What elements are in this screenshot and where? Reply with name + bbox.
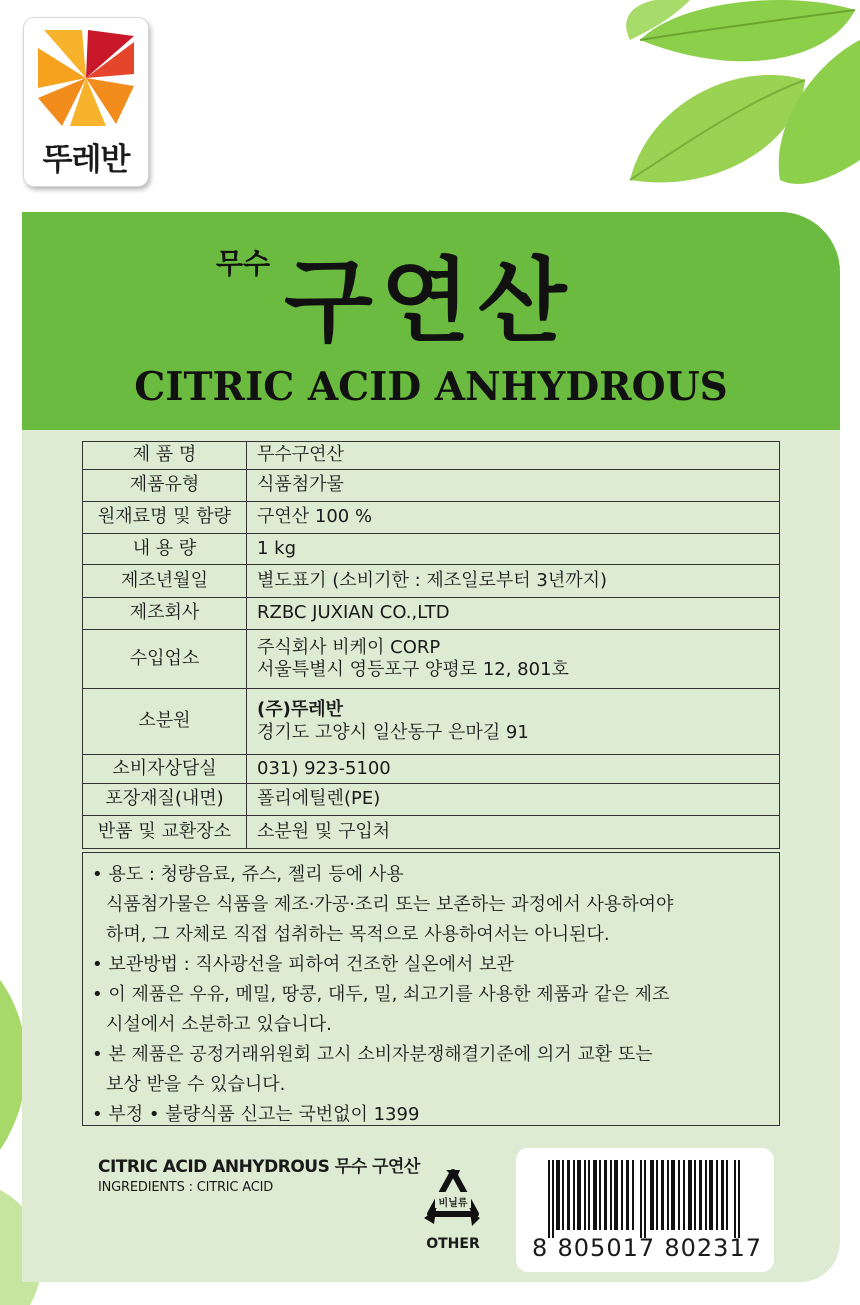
info-label: 원재료명 및 함량 <box>83 502 247 534</box>
table-row <box>83 598 780 630</box>
title-header <box>22 212 840 430</box>
barcode-digits <box>532 1234 762 1262</box>
product-info-table <box>82 441 780 849</box>
barcode <box>516 1148 774 1272</box>
table-row <box>83 784 780 816</box>
note-line: • 본 제품은 공정거래위원회 고시 소비자분쟁해결기준에 의거 교환 또는 <box>92 1044 653 1065</box>
info-value: RZBC JUXIAN CO.,LTD <box>247 598 780 630</box>
info-label: 소비자상담실 <box>83 755 247 784</box>
table-row <box>83 502 780 534</box>
title-prefix: 무수 <box>216 247 271 280</box>
table-row <box>83 816 780 849</box>
recycle-other-label: OTHER <box>426 1236 480 1252</box>
table-row <box>83 534 780 565</box>
note-line: 식품첨가물은 식품을 제조·가공·조리 또는 보존하는 과정에서 사용하여야 <box>106 894 674 915</box>
table-row <box>83 689 780 755</box>
barcode-digit-group: 805017 <box>557 1234 656 1262</box>
leaf-top-right <box>600 0 860 205</box>
repacker-address: 경기도 고양시 일산동구 은마길 91 <box>257 721 529 743</box>
table-row <box>83 565 780 598</box>
info-value: 폴리에틸렌(PE) <box>247 784 780 816</box>
recycle-mark <box>418 1166 488 1256</box>
info-value: 1 kg <box>247 534 780 565</box>
usage-notes <box>82 852 780 1126</box>
product-title-english: CITRIC ACID ANHYDROUS <box>134 364 728 410</box>
brand-logo <box>24 18 148 186</box>
label-panel <box>22 212 840 1282</box>
flower-petal-logo-icon <box>36 28 136 132</box>
note-line: • 용도 : 청량음료, 쥬스, 젤리 등에 사용 <box>92 864 404 885</box>
importer-name: 주식회사 비케이 CORP <box>257 636 441 658</box>
info-value: 구연산 100 % <box>247 502 780 534</box>
info-label: 제 품 명 <box>83 442 247 470</box>
note-line: • 이 제품은 우유, 메밀, 땅콩, 대두, 밀, 쇠고기를 사용한 제품과 같은 제조 <box>92 984 670 1005</box>
footer-ingredients: INGREDIENTS : CITRIC ACID <box>98 1180 274 1195</box>
info-value <box>247 630 780 689</box>
note-line: 하며, 그 자체로 직접 섭취하는 목적으로 사용하여서는 아니된다. <box>106 924 610 945</box>
info-value: 소분원 및 구입처 <box>247 816 780 849</box>
footer-product-line: CITRIC ACID ANHYDROUS 무수 구연산 <box>98 1157 420 1177</box>
table-row <box>83 470 780 502</box>
barcode-digit-group: 8 <box>532 1234 549 1262</box>
note-line: 보상 받을 수 있습니다. <box>106 1074 286 1095</box>
importer-address: 서울특별시 영등포구 양평로 12, 801호 <box>257 659 569 680</box>
info-label: 포장재질(내면) <box>83 784 247 816</box>
note-line: 시설에서 소분하고 있습니다. <box>106 1014 332 1035</box>
info-value: 무수구연산 <box>247 442 780 470</box>
repacker-name: (주)뚜레반 <box>257 699 344 720</box>
info-value: 식품첨가물 <box>247 470 780 502</box>
barcode-digit-group: 802317 <box>664 1234 762 1262</box>
info-value <box>247 689 780 755</box>
barcode-bars <box>540 1160 752 1238</box>
info-label: 소분원 <box>83 689 247 755</box>
info-value: 별도표기 (소비기한 : 제조일로부터 3년까지) <box>247 565 780 598</box>
info-value: 031) 923-5100 <box>247 755 780 784</box>
info-label: 제품유형 <box>83 470 247 502</box>
recycle-label: 비닐류 <box>438 1198 468 1209</box>
info-label: 제조년월일 <box>83 565 247 598</box>
product-title: 구연산 <box>284 248 575 355</box>
note-line: • 보관방법 : 직사광선을 피하여 건조한 실온에서 보관 <box>92 954 514 975</box>
table-row <box>83 630 780 689</box>
info-label: 수입업소 <box>83 630 247 689</box>
info-label: 내 용 량 <box>83 534 247 565</box>
info-label: 반품 및 교환장소 <box>83 816 247 849</box>
info-label: 제조회사 <box>83 598 247 630</box>
table-row <box>83 755 780 784</box>
note-line: • 부정 • 불량식품 신고는 국번없이 1399 <box>92 1104 420 1125</box>
table-row <box>83 442 780 470</box>
logo-text: 뚜레반 <box>42 142 130 178</box>
